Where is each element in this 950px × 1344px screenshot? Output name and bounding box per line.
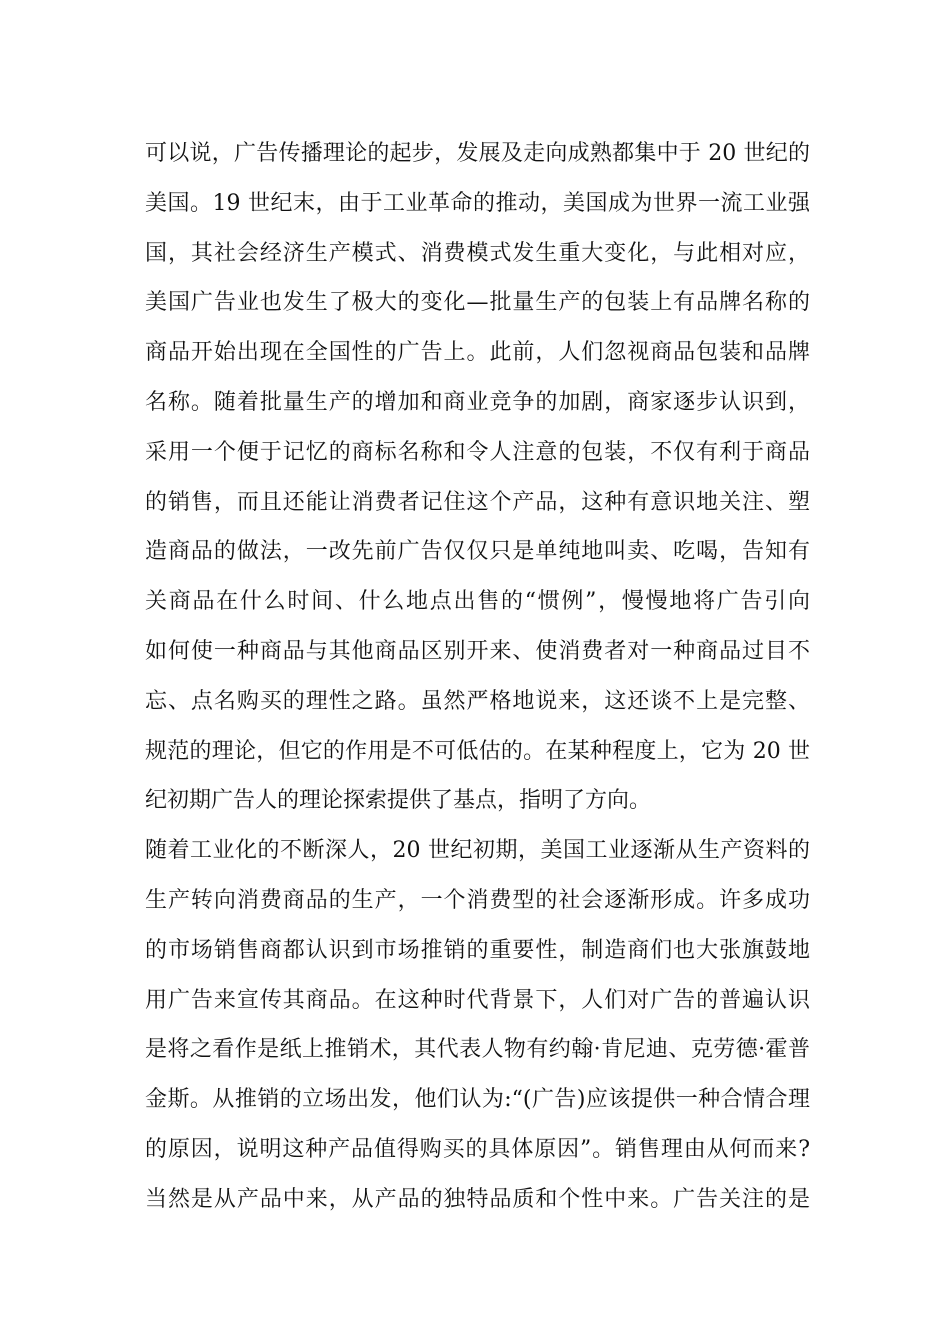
text-line: 采用一个便于记忆的商标名称和令人注意的包装，不仅有利于商品 — [145, 439, 810, 465]
text-line: 是将之看作是纸上推销术，其代表人物有约翰·肯尼迪、克劳德·霍普 — [145, 1037, 810, 1063]
text-line: 规范的理论，但它的作用是不可低估的。在某种程度上，它为 20 世 — [145, 738, 810, 764]
text-line: 用广告来宣传其商品。在这种时代背景下，人们对广告的普遍认识 — [145, 987, 810, 1013]
text-line: 可以说，广告传播理论的起步，发展及走向成熟都集中于 20 世纪的 — [145, 141, 810, 166]
text-line: 关商品在什么时间、什么地点出售的“惯例”，慢慢地将广告引向 — [145, 589, 810, 615]
text-line: 美国广告业也发生了极大的变化—批量生产的包装上有品牌名称的 — [145, 290, 810, 316]
body-text — [145, 129, 810, 1225]
text-line: 当然是从产品中来，从产品的独特品质和个性中来。广告关注的是 — [145, 1186, 810, 1212]
text-line: 名称。随着批量生产的增加和商业竞争的加剧，商家逐步认识到， — [145, 389, 810, 415]
text-line: 的市场销售商都认识到市场推销的重要性，制造商们也大张旗鼓地 — [145, 937, 810, 963]
text-line: 美国。19 世纪末，由于工业革命的推动，美国成为世界一流工业强 — [145, 190, 810, 216]
paragraph-2 — [145, 826, 810, 1224]
text-line: 造商品的做法，一改先前广告仅仅只是单纯地叫卖、吃喝，告知有 — [145, 539, 810, 565]
text-line: 金斯。从推销的立场出发，他们认为:“(广告)应该提供一种合情合理 — [145, 1087, 810, 1113]
text-line: 纪初期广告人的理论探索提供了基点，指明了方向。 — [145, 788, 652, 814]
text-line: 随着工业化的不断深人，20 世纪初期，美国工业逐渐从生产资料的 — [145, 838, 810, 864]
paragraph-1 — [145, 129, 810, 826]
text-line: 商品开始出现在全国性的广告上。此前，人们忽视商品包装和品牌 — [145, 340, 810, 366]
text-line: 生产转向消费商品的生产，一个消费型的社会逐渐形成。许多成功 — [145, 887, 810, 913]
text-line: 忘、点名购买的理性之路。虽然严格地说来，这还谈不上是完整、 — [145, 688, 810, 714]
text-line: 国，其社会经济生产模式、消费模式发生重大变化，与此相对应， — [145, 240, 810, 266]
text-line: 的销售，而且还能让消费者记住这个产品，这种有意识地关注、塑 — [145, 489, 810, 515]
text-line: 的原因，说明这种产品值得购买的具体原因”。销售理由从何而来? — [145, 1136, 810, 1162]
text-line: 如何使一种商品与其他商品区别开来、使消费者对一种商品过目不 — [145, 638, 810, 664]
